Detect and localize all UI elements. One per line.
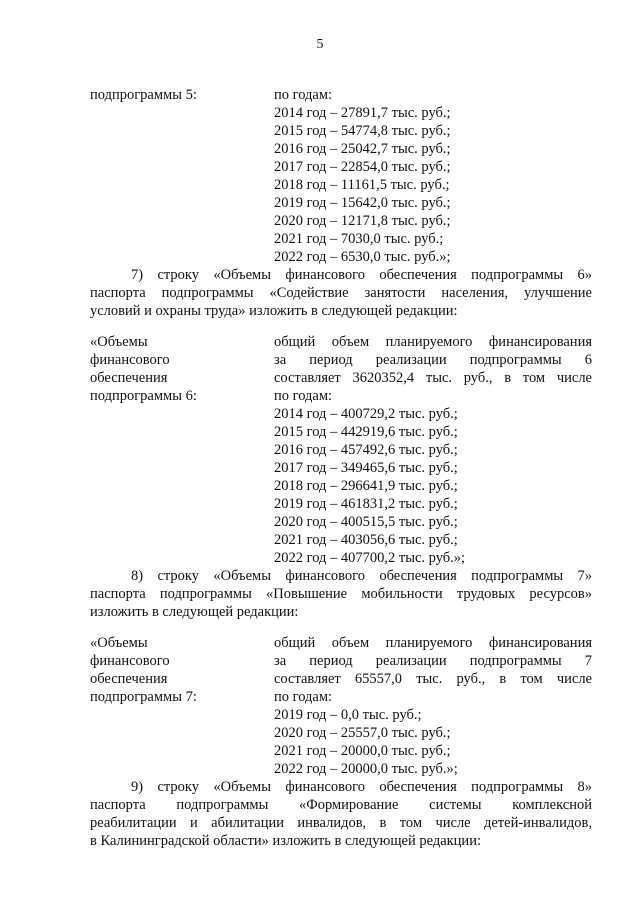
block1-label-line: подпрограммы 5: — [90, 87, 197, 103]
paragraph-7-line: 7) строку «Объемы финансового обеспечения подпрограммы 6» — [131, 267, 592, 283]
block3-line: составляет 65557,0 тыс. руб., в том числе — [274, 671, 592, 687]
block2-line: 2020 год – 400515,5 тыс. руб.; — [274, 514, 458, 530]
block3-label-line: обеспечения — [90, 671, 168, 687]
block3-line: за период реализации подпрограммы 7 — [274, 653, 592, 669]
block2-label-line: финансового — [90, 352, 170, 368]
block1-line: 2014 год – 27891,7 тыс. руб.; — [274, 105, 451, 121]
block2-line: 2022 год – 407700,2 тыс. руб.»; — [274, 550, 466, 566]
block2-line: 2017 год – 349465,6 тыс. руб.; — [274, 460, 458, 476]
block1-line: 2016 год – 25042,7 тыс. руб.; — [274, 141, 451, 157]
block2-line: 2019 год – 461831,2 тыс. руб.; — [274, 496, 458, 512]
block2-line: за период реализации подпрограммы 6 — [274, 352, 592, 368]
block1-line: по годам: — [274, 87, 333, 103]
block2-line: по годам: — [274, 388, 333, 404]
block2-line: 2016 год – 457492,6 тыс. руб.; — [274, 442, 458, 458]
block2-line: 2015 год – 442919,6 тыс. руб.; — [274, 424, 458, 440]
block3-label-line: подпрограммы 7: — [90, 689, 197, 705]
paragraph-8-line: изложить в следующей редакции: — [90, 604, 299, 620]
block1-line: 2020 год – 12171,8 тыс. руб.; — [274, 213, 451, 229]
block3-label-line: финансового — [90, 653, 170, 669]
block2-line: 2014 год – 400729,2 тыс. руб.; — [274, 406, 458, 422]
block2-label-line: «Объемы — [90, 334, 148, 350]
paragraph-7-line: условий и охраны труда» изложить в следующей редакции: — [90, 303, 458, 319]
page-number: 5 — [316, 37, 324, 52]
paragraph-9-line: в Калининградской области» изложить в следующей редакции: — [90, 833, 481, 849]
block3-line: 2022 год – 20000,0 тыс. руб.»; — [274, 761, 458, 777]
block3-line: по годам: — [274, 689, 333, 705]
block1-line: 2022 год – 6530,0 тыс. руб.»; — [274, 249, 451, 265]
block2-line: 2018 год – 296641,9 тыс. руб.; — [274, 478, 458, 494]
paragraph-9-line: реабилитации и абилитации инвалидов, в том числе детей-инвалидов, — [90, 815, 592, 831]
paragraph-9-line: паспорта подпрограммы «Формирование системы комплексной — [90, 797, 592, 813]
block3-label-line: «Объемы — [90, 635, 148, 651]
block2-line: 2021 год – 403056,6 тыс. руб.; — [274, 532, 458, 548]
block3-line: общий объем планируемого финансирования — [274, 635, 592, 651]
block1-line: 2021 год – 7030,0 тыс. руб.; — [274, 231, 444, 247]
block1-line: 2017 год – 22854,0 тыс. руб.; — [274, 159, 451, 175]
block3-line: 2019 год – 0,0 тыс. руб.; — [274, 707, 422, 723]
paragraph-7-line: паспорта подпрограммы «Содействие занятости населения, улучшение — [90, 285, 592, 301]
paragraph-8-line: паспорта подпрограммы «Повышение мобильности трудовых ресурсов» — [90, 586, 592, 602]
block1-line: 2015 год – 54774,8 тыс. руб.; — [274, 123, 451, 139]
paragraph-9-line: 9) строку «Объемы финансового обеспечения подпрограммы 8» — [131, 779, 592, 795]
block2-line: общий объем планируемого финансирования — [274, 334, 592, 350]
block1-line: 2018 год – 11161,5 тыс. руб.; — [274, 177, 450, 193]
block2-label-line: обеспечения — [90, 370, 168, 386]
block2-label-line: подпрограммы 6: — [90, 388, 197, 404]
block1-line: 2019 год – 15642,0 тыс. руб.; — [274, 195, 451, 211]
block2-line: составляет 3620352,4 тыс. руб., в том числе — [274, 370, 592, 386]
paragraph-8-line: 8) строку «Объемы финансового обеспечения подпрограммы 7» — [131, 568, 592, 584]
block3-line: 2020 год – 25557,0 тыс. руб.; — [274, 725, 451, 741]
block3-line: 2021 год – 20000,0 тыс. руб.; — [274, 743, 451, 759]
